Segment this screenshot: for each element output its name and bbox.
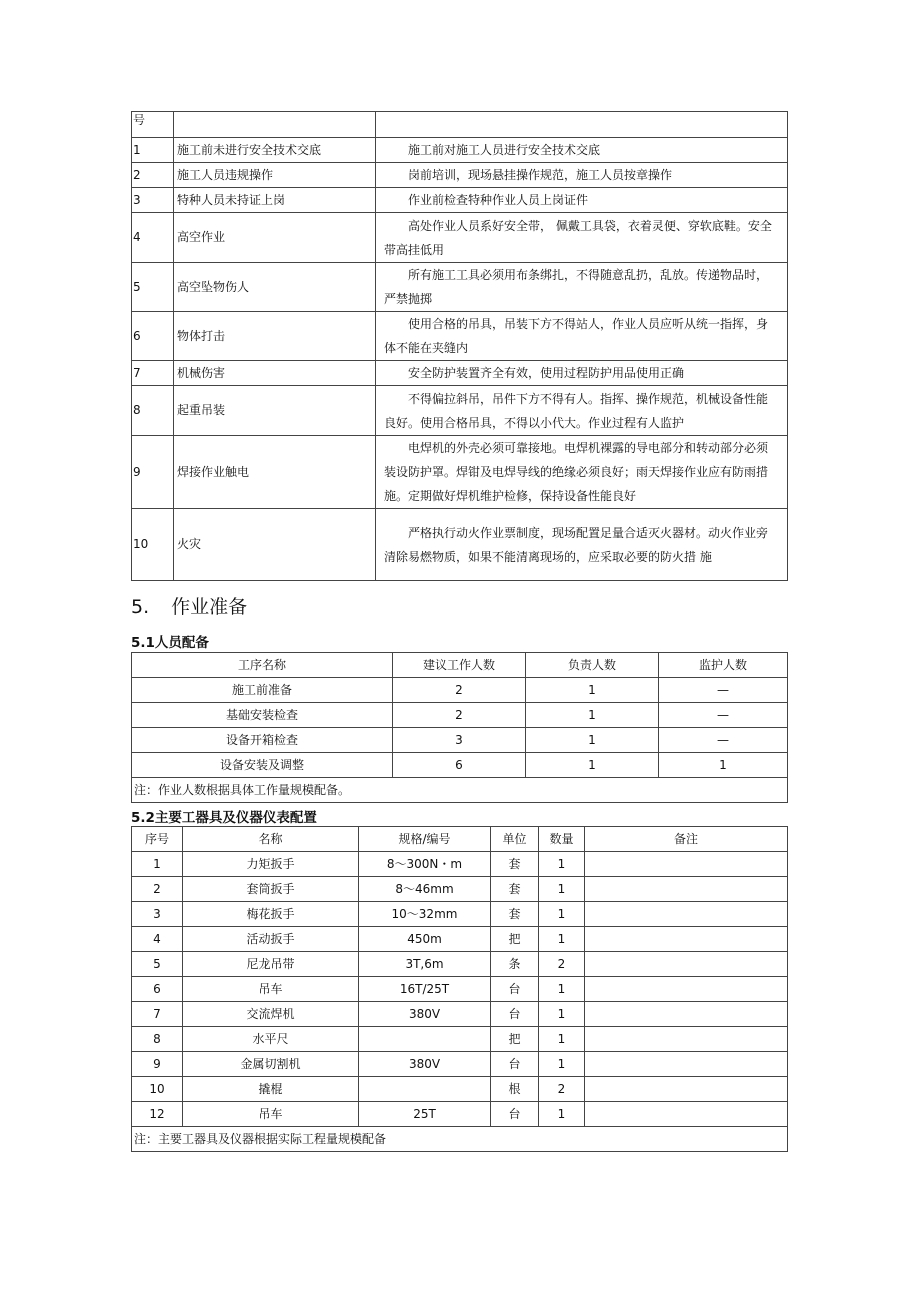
cell: 基础安装检查 [132,703,393,728]
measure-text: 施工前对施工人员进行安全技术交底 [408,143,601,157]
table-row [132,312,788,361]
header-cell: 单位 [491,827,539,852]
cell: 3 [393,728,526,753]
hazard-table [131,111,788,581]
cell: 5 [132,952,183,977]
table-row [132,1077,788,1102]
staff-table [131,652,788,803]
cell: 条 [491,952,539,977]
row-num: 2 [132,163,174,188]
row-hazard: 施工前未进行安全技术交底 [174,138,376,163]
section-title: 作业准备 [171,596,248,618]
table-header-row [132,653,788,678]
cell: 套 [491,852,539,877]
header-cell: 序号 [132,827,183,852]
section-5-2-heading: 5.2主要工器具及仪器仪表配置 [131,810,317,826]
cell: 2 [539,1077,585,1102]
row-hazard: 施工人员违规操作 [174,163,376,188]
cell: — [659,703,788,728]
cell: 1 [526,678,659,703]
table-row [132,263,788,312]
table-header-row [132,827,788,852]
cell [585,852,788,877]
cell: 台 [491,1052,539,1077]
row-measure [376,213,788,263]
row-num: 10 [132,509,174,581]
cell [585,952,788,977]
cell: 1 [659,753,788,778]
cell: 1 [539,1002,585,1027]
cell [585,1077,788,1102]
table-row [132,163,788,188]
cell [585,1052,788,1077]
cell: 1 [539,877,585,902]
row-num: 9 [132,436,174,509]
cell: 12 [132,1102,183,1127]
table-note-row [132,1127,788,1152]
measure-text: 使用合格的吊具，吊装下方不得站人，作业人员应听从统一指挥，身体不能在夹缝内 [384,317,769,355]
header-cell: 监护人数 [659,653,788,678]
row-num: 3 [132,188,174,213]
cell: 1 [539,1102,585,1127]
cell: 1 [526,703,659,728]
measure-text: 岗前培训，现场悬挂操作规范，施工人员按章操作 [408,168,673,182]
cell: 450m [359,927,491,952]
cell: 台 [491,1002,539,1027]
cell [359,1027,491,1052]
header-cell: 备注 [585,827,788,852]
table-row [132,1002,788,1027]
cell: 力矩扳手 [183,852,359,877]
cell: 10 [132,1077,183,1102]
measure-text: 不得偏拉斜吊，吊件下方不得有人。指挥、操作规范，机械设备性能良好。使用合格吊具，不得以小代大。作业过程有人监护 [384,391,769,430]
header-hazard [174,112,376,138]
cell: 1 [539,1052,585,1077]
cell [585,927,788,952]
row-measure [376,312,788,361]
table-row [132,678,788,703]
cell: 1 [539,977,585,1002]
cell: — [659,678,788,703]
table-row [132,1102,788,1127]
cell: 25T [359,1102,491,1127]
header-cell: 数量 [539,827,585,852]
table-row [132,728,788,753]
table-row [132,188,788,213]
cell: 活动扳手 [183,927,359,952]
cell [585,877,788,902]
cell: 台 [491,977,539,1002]
cell [585,977,788,1002]
cell: 6 [393,753,526,778]
header-num: 号 [132,112,174,138]
tools-table [131,826,788,1152]
cell: 交流焊机 [183,1002,359,1027]
header-cell: 规格/编号 [359,827,491,852]
section-5-1-heading: 5.1人员配备 [131,635,209,651]
section-5-heading [131,592,247,619]
row-hazard: 特种人员未持证上岗 [174,188,376,213]
table-note: 注：主要工器具及仪器根据实际工程量规模配备 [132,1127,788,1152]
header-cell: 负责人数 [526,653,659,678]
cell: 2 [132,877,183,902]
table-row [132,386,788,436]
cell: 把 [491,927,539,952]
cell: 吊车 [183,977,359,1002]
cell: 1 [526,728,659,753]
cell: 6 [132,977,183,1002]
cell: 1 [526,753,659,778]
row-measure [376,509,788,581]
measure-text: 作业前检查特种作业人员上岗证件 [408,193,589,207]
table-row [132,703,788,728]
row-hazard: 焊接作业触电 [174,436,376,509]
cell: 380V [359,1002,491,1027]
cell [585,1027,788,1052]
row-num: 8 [132,386,174,436]
cell: 3T,6m [359,952,491,977]
cell: 尼龙吊带 [183,952,359,977]
cell: 380V [359,1052,491,1077]
row-hazard: 起重吊装 [174,386,376,436]
row-num: 4 [132,213,174,263]
table-row [132,952,788,977]
cell: 梅花扳手 [183,902,359,927]
table-header-row [132,112,788,138]
cell: 9 [132,1052,183,1077]
row-measure [376,138,788,163]
cell: 施工前准备 [132,678,393,703]
cell: 吊车 [183,1102,359,1127]
cell [585,1002,788,1027]
cell [585,902,788,927]
header-cell: 工序名称 [132,653,393,678]
cell: 套筒扳手 [183,877,359,902]
table-row [132,877,788,902]
table-note-row [132,778,788,803]
row-num: 6 [132,312,174,361]
table-row [132,138,788,163]
cell [359,1077,491,1102]
table-row [132,1052,788,1077]
cell: 设备安装及调整 [132,753,393,778]
cell: 根 [491,1077,539,1102]
cell: 1 [539,927,585,952]
cell: 4 [132,927,183,952]
cell: 把 [491,1027,539,1052]
measure-text: 电焊机的外壳必须可靠接地。电焊机裸露的导电部分和转动部分必须装设防护罩。焊钳及电焊导线的绝缘必须良好；雨天焊接作业应有防雨措施。定期做好焊机维护检修，保持设备性能良好 [384,441,769,503]
cell: 金属切割机 [183,1052,359,1077]
table-row [132,927,788,952]
cell: 台 [491,1102,539,1127]
cell: 1 [132,852,183,877]
table-row [132,509,788,581]
row-measure [376,188,788,213]
row-measure [376,436,788,509]
table-row [132,1027,788,1052]
measure-text: 高处作业人员系好安全带， 佩戴工具袋，衣着灵便、穿软底鞋。安全带高挂低用 [384,218,772,257]
cell: 1 [539,1027,585,1052]
row-measure [376,163,788,188]
cell: 1 [539,852,585,877]
cell: 套 [491,877,539,902]
cell: 撬棍 [183,1077,359,1102]
table-row [132,436,788,509]
cell: 1 [539,902,585,927]
cell [585,1102,788,1127]
header-cell: 建议工作人数 [393,653,526,678]
cell: 3 [132,902,183,927]
row-measure [376,361,788,386]
row-hazard: 高空坠物伤人 [174,263,376,312]
cell: 8～46mm [359,877,491,902]
cell: 7 [132,1002,183,1027]
row-measure [376,263,788,312]
cell: 2 [539,952,585,977]
cell: 水平尺 [183,1027,359,1052]
measure-text: 严格执行动火作业票制度，现场配置足量合适灭火器材。动火作业旁清除易燃物质，如果不能清离现场的，应采取必要的防火措 施 [384,525,769,564]
cell: 8 [132,1027,183,1052]
cell: 10～32mm [359,902,491,927]
table-row [132,213,788,263]
table-row [132,902,788,927]
measure-text: 所有施工工具必须用布条绑扎，不得随意乱扔，乱放。传递物品时，严禁抛掷 [384,268,769,306]
cell: 套 [491,902,539,927]
header-cell: 名称 [183,827,359,852]
cell: 8～300N・m [359,852,491,877]
cell: 设备开箱检查 [132,728,393,753]
cell: 2 [393,678,526,703]
cell: 2 [393,703,526,728]
row-num: 7 [132,361,174,386]
row-num: 5 [132,263,174,312]
row-hazard: 物体打击 [174,312,376,361]
table-row [132,753,788,778]
row-num: 1 [132,138,174,163]
cell: 16T/25T [359,977,491,1002]
measure-text: 安全防护装置齐全有效，使用过程防护用品使用正确 [408,366,685,380]
row-hazard: 机械伤害 [174,361,376,386]
table-note: 注：作业人数根据具体工作量规模配备。 [132,778,788,803]
table-row [132,852,788,877]
row-hazard: 火灾 [174,509,376,581]
row-measure [376,386,788,436]
cell: — [659,728,788,753]
section-number: 5. [131,596,150,618]
table-row [132,977,788,1002]
header-measure [376,112,788,138]
row-hazard: 高空作业 [174,213,376,263]
table-row [132,361,788,386]
